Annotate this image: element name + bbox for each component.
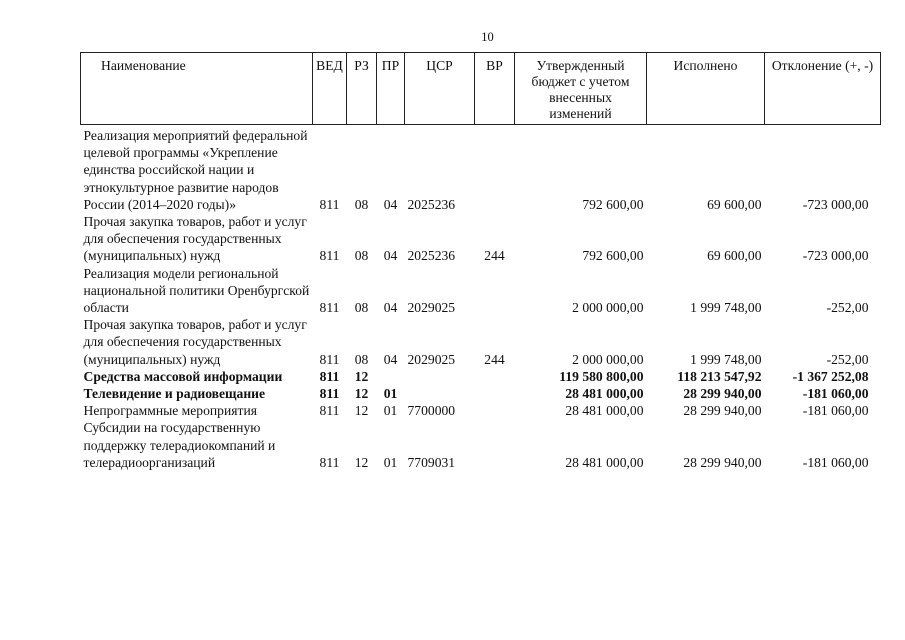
row-pr: 01: [383, 454, 398, 470]
row-csr: 2029025: [407, 300, 456, 316]
column-header-pr: ПР: [377, 53, 405, 125]
row-rz: 12: [354, 454, 369, 470]
row-executed: 1 999 748,00: [690, 351, 762, 367]
row-approved: 2 000 000,00: [572, 351, 644, 367]
column-header-approved-budget: Утвержденный бюджет с учетом внесенных изменений: [515, 53, 647, 125]
row-vr: 244: [484, 351, 505, 367]
row-csr: [405, 385, 475, 402]
row-vr: [475, 125, 515, 214]
row-pr: 01: [383, 403, 398, 419]
row-vr: 244: [484, 248, 505, 264]
row-name: Прочая закупка товаров, работ и услуг для обеспечения государственных (муниципальных) нужд: [83, 214, 307, 264]
row-deviation: -181 060,00: [802, 454, 869, 470]
row-deviation: -252,00: [826, 351, 869, 367]
row-name: Непрограммные мероприятия: [83, 403, 257, 419]
row-rz: 12: [354, 386, 369, 402]
row-approved: 792 600,00: [582, 248, 644, 264]
row-vr: [475, 368, 515, 385]
row-ved: 811: [319, 300, 340, 316]
column-header-vr: ВР: [475, 53, 515, 125]
row-executed: 28 299 940,00: [683, 403, 762, 419]
row-vr: [475, 265, 515, 317]
column-header-name: Наименование: [81, 53, 313, 125]
row-deviation: -723 000,00: [802, 248, 869, 264]
row-csr: 2025236: [407, 196, 456, 212]
column-header-executed: Исполнено: [647, 53, 765, 125]
row-csr: 7700000: [407, 403, 456, 419]
row-name: Субсидии на государственную поддержку телерадиокомпаний и телерадиоорганизаций: [83, 420, 276, 470]
table-row: [81, 368, 881, 385]
row-name: Реализация мероприятий федеральной целевой программы «Укрепление единства российской нации и этнокультурное развитие народов России (2014–2020 годы)»: [83, 128, 308, 212]
row-approved: 119 580 800,00: [559, 368, 644, 384]
row-ved: 811: [319, 351, 340, 367]
row-executed: 1 999 748,00: [690, 300, 762, 316]
table-row: [81, 419, 881, 471]
row-executed: 28 299 940,00: [683, 454, 762, 470]
row-rz: 12: [354, 403, 369, 419]
row-executed: 69 600,00: [707, 196, 762, 212]
row-rz: 08: [354, 196, 369, 212]
row-csr: [405, 368, 475, 385]
row-deviation: -723 000,00: [802, 196, 869, 212]
row-executed: 69 600,00: [707, 248, 762, 264]
row-name: Реализация модели региональной национальной политики Оренбургской области: [83, 265, 310, 316]
row-name: Телевидение и радиовещание: [83, 386, 266, 402]
row-pr: 04: [383, 196, 398, 212]
row-ved: 811: [319, 454, 340, 470]
column-header-deviation: Отклонение (+, -): [765, 53, 881, 125]
row-approved: 28 481 000,00: [565, 454, 644, 470]
column-header-csr: ЦСР: [405, 53, 475, 125]
table-row: [81, 265, 881, 317]
table-row: [81, 213, 881, 265]
row-deviation: -252,00: [826, 300, 869, 316]
column-header-ved: ВЕД: [313, 53, 347, 125]
row-name: Прочая закупка товаров, работ и услуг для обеспечения государственных (муниципальных) нужд: [83, 317, 307, 367]
budget-execution-table: [80, 52, 881, 471]
row-ved: 811: [319, 403, 340, 419]
row-csr: 7709031: [407, 454, 456, 470]
column-header-rz: РЗ: [347, 53, 377, 125]
row-ved: 811: [319, 248, 340, 264]
row-pr: 04: [383, 300, 398, 316]
table-row: [81, 402, 881, 419]
row-approved: 2 000 000,00: [572, 300, 644, 316]
row-ved: 811: [319, 196, 340, 212]
row-csr: 2029025: [407, 351, 456, 367]
row-vr: [475, 385, 515, 402]
row-rz: 08: [354, 351, 369, 367]
row-approved: 28 481 000,00: [565, 403, 644, 419]
table-row: [81, 125, 881, 214]
row-deviation: -181 060,00: [802, 403, 869, 419]
row-deviation: -1 367 252,08: [792, 368, 869, 384]
row-name: Средства массовой информации: [83, 368, 283, 384]
row-pr: 04: [383, 351, 398, 367]
page-number: 10: [481, 30, 494, 44]
table-row: [81, 316, 881, 368]
row-csr: 2025236: [407, 248, 456, 264]
row-pr: 04: [383, 248, 398, 264]
row-rz: 12: [354, 368, 369, 384]
row-vr: [475, 402, 515, 419]
table-body: [81, 125, 881, 472]
row-ved: 811: [319, 368, 340, 384]
row-rz: 08: [354, 300, 369, 316]
row-executed: 118 213 547,92: [677, 368, 762, 384]
row-vr: [475, 419, 515, 471]
row-executed: 28 299 940,00: [683, 386, 762, 402]
row-pr: [377, 368, 405, 385]
row-ved: 811: [319, 386, 340, 402]
table-header-row: [81, 53, 881, 125]
row-deviation: -181 060,00: [802, 386, 869, 402]
row-pr: 01: [383, 386, 398, 402]
row-rz: 08: [354, 248, 369, 264]
table-row: [81, 385, 881, 402]
row-approved: 792 600,00: [582, 196, 644, 212]
row-approved: 28 481 000,00: [565, 386, 644, 402]
